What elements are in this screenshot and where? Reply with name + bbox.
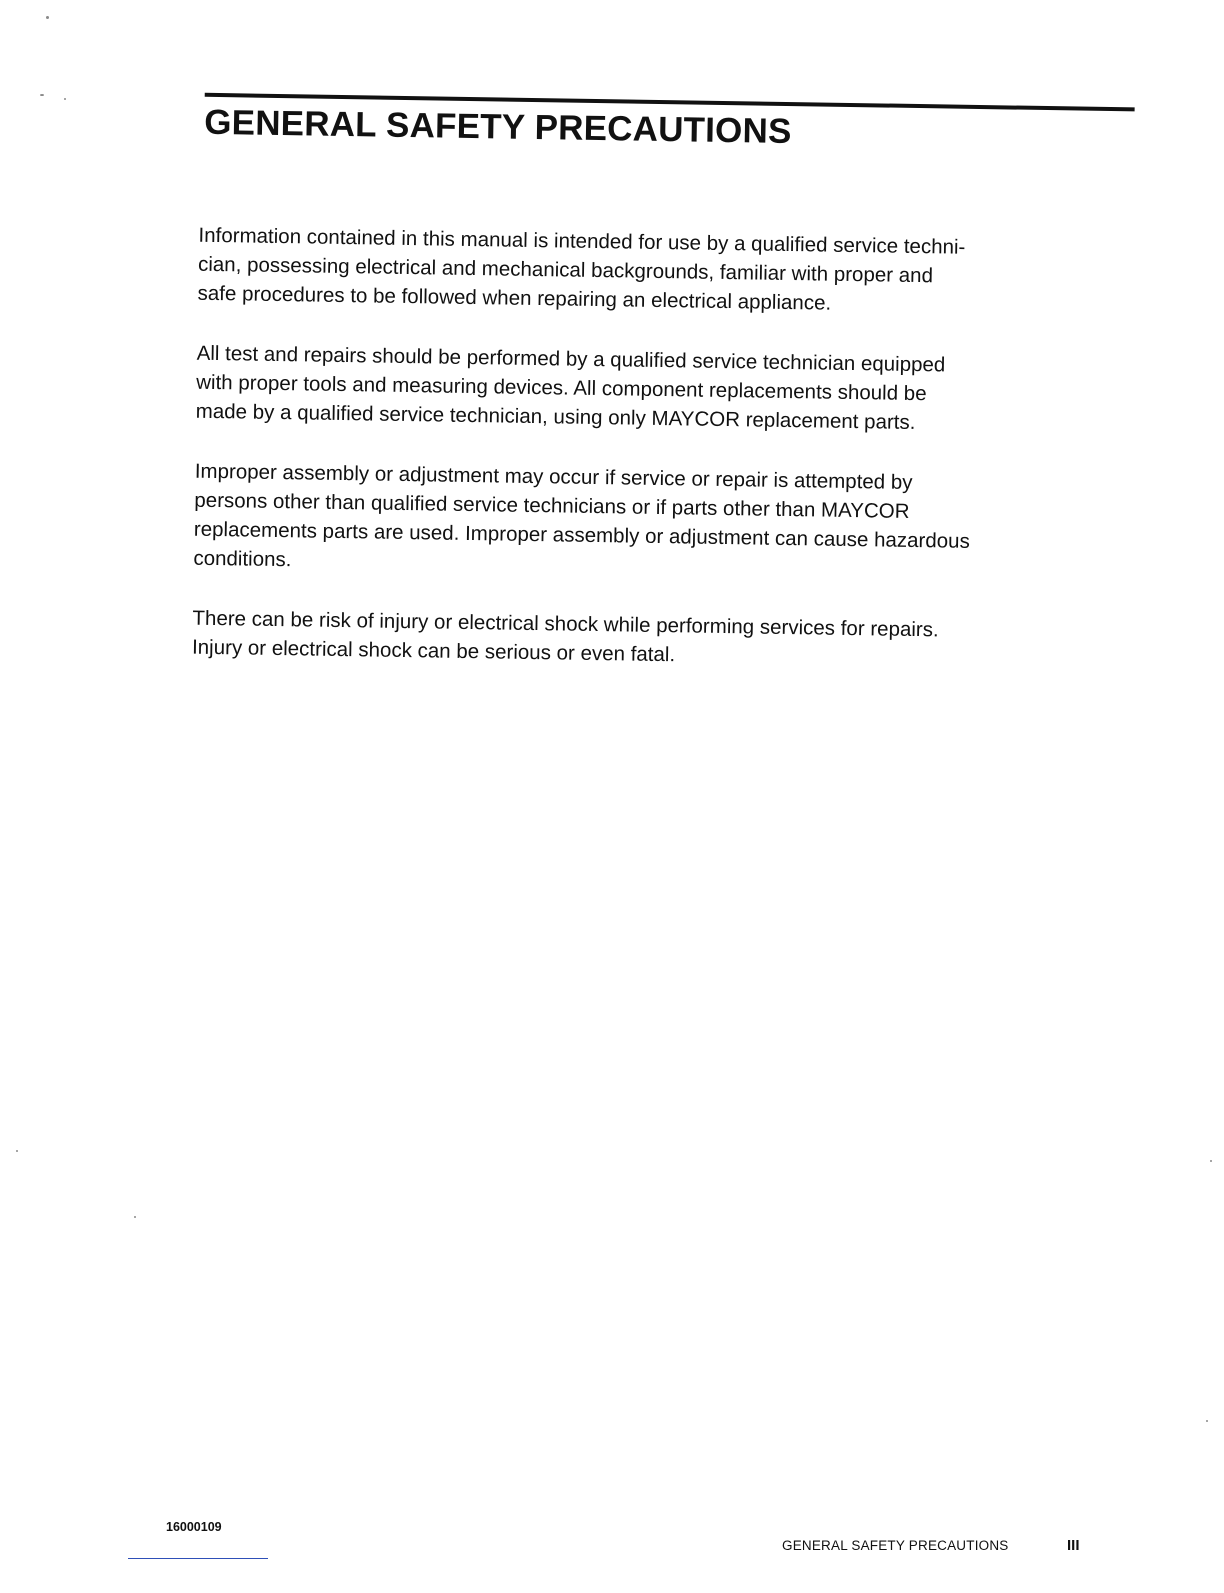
paragraph-line: replacements parts are used. Improper assembly or adjustment can cause hazardous [193,517,970,553]
page-title: GENERAL SAFETY PRECAUTIONS [203,102,792,152]
scan-speck [16,1150,18,1152]
page-number: III [1067,1537,1080,1554]
paragraph-line: conditions. [193,546,292,572]
scan-speck [1210,1160,1212,1162]
scan-speck [64,98,66,100]
footer-section-title: GENERAL SAFETY PRECAUTIONS [782,1538,1009,1553]
scan-speck [134,1216,136,1218]
paragraph-line: safe procedures to be followed when repairing an electrical appliance. [197,281,832,315]
scan-speck [40,94,44,96]
scan-speck [46,16,49,19]
paragraph-line: Information contained in this manual is intended for use by a qualified service techni- [198,223,966,259]
scan-speck [1206,1420,1208,1422]
paragraph-line: There can be risk of injury or electrical shock while performing services for repairs. [192,606,939,642]
paragraph-line: persons other than qualified service technicians or if parts other than MAYCOR [194,488,910,523]
paragraph-line: Injury or electrical shock can be serious or even fatal. [191,635,676,667]
paragraph-qualified-use [197,221,1128,323]
body-text [191,221,1128,708]
paragraph-shock-risk [192,604,1123,677]
document-number: 16000109 [166,1520,222,1534]
paragraph-line: with proper tools and measuring devices. All component replacements should be [196,370,927,406]
bottom-rule [128,1558,268,1559]
paragraph-repairs [196,339,1127,441]
paragraph-line: cian, possessing electrical and mechanical backgrounds, familiar with proper and [197,252,934,288]
paragraph-line: All test and repairs should be performed by a qualified service technician equipped [196,341,946,377]
paragraph-line: Improper assembly or adjustment may occur if service or repair is attempted by [194,459,913,494]
paragraph-line: made by a qualified service technician, using only MAYCOR replacement parts. [195,399,916,435]
paragraph-improper-assembly [193,457,1125,588]
